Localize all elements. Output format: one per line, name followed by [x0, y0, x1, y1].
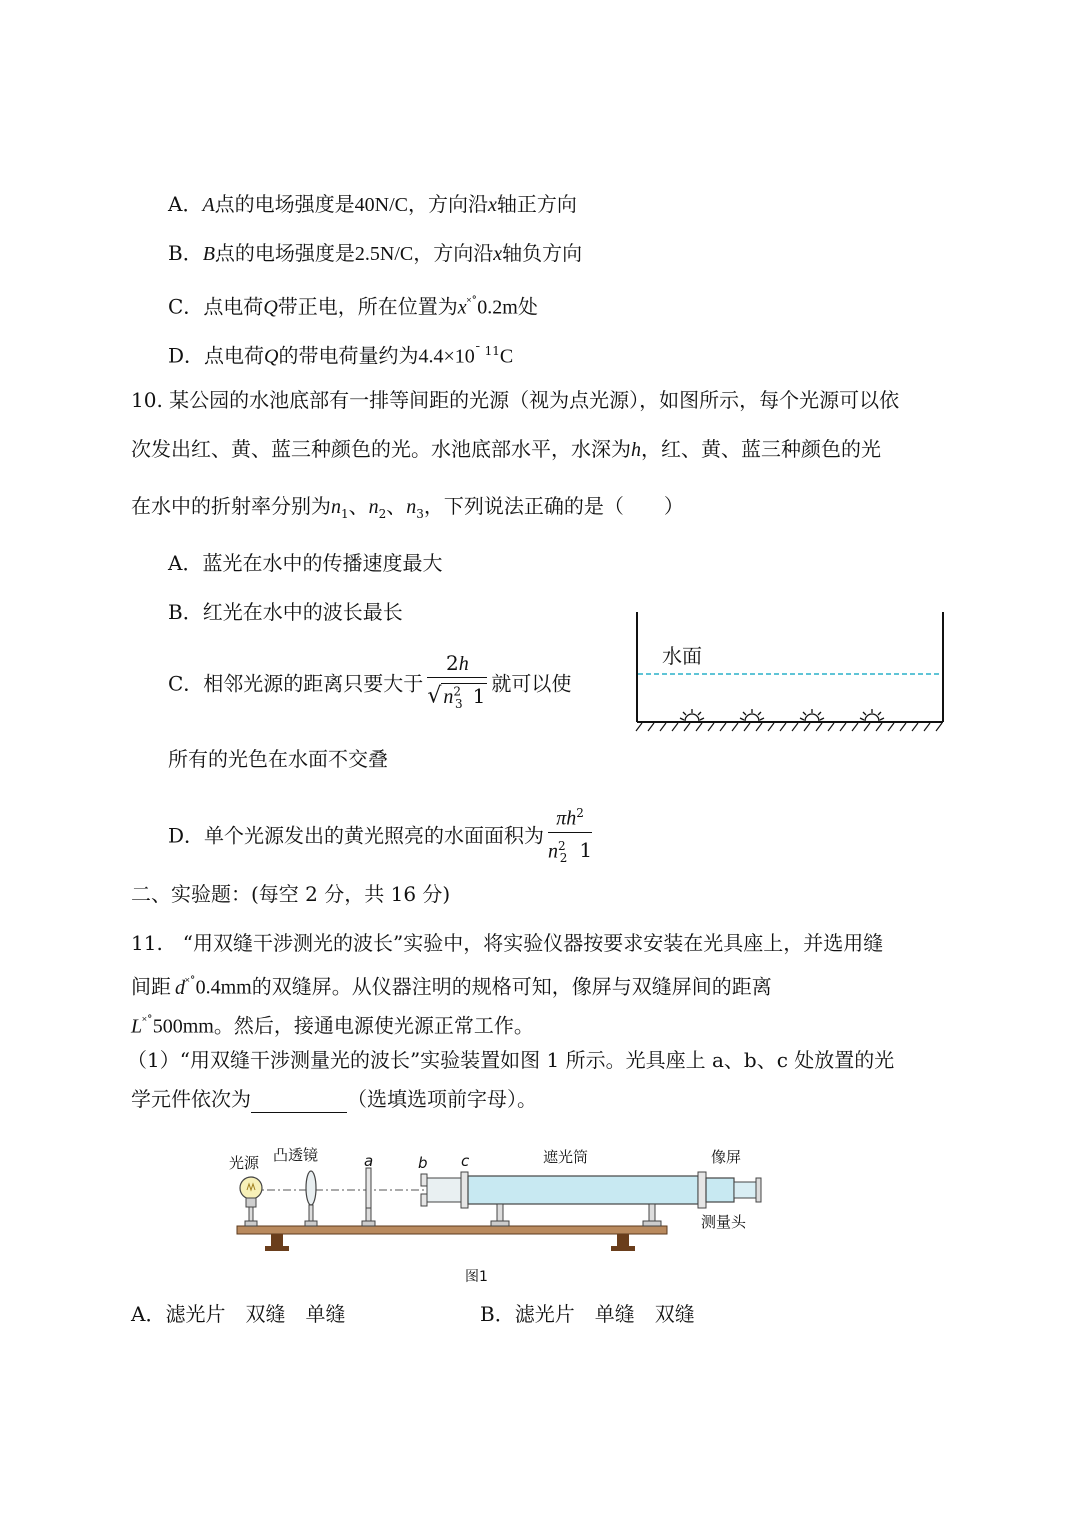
q10-stem-line3: 在水中的折射率分别为$n_1$、$n_2$、$n_3$，下列说法正确的是（ ）: [131, 494, 684, 521]
answer-blank[interactable]: [251, 1092, 347, 1113]
convex-lens-icon: [305, 1171, 317, 1226]
q10-stem-line2: 次发出红、黄、蓝三种颜色的光。水池底部水平，水深为h，红、黄、蓝三种颜色的光: [131, 437, 881, 461]
experiment-figure: [225, 1138, 785, 1288]
q9-option-b: B．B点的电场强度是2.5N/C，方向沿x轴负方向: [168, 241, 583, 265]
label-a: a: [364, 1152, 374, 1170]
measuring-head: [706, 1178, 734, 1202]
q11-sub1-line2: 学元件依次为 （选填选项前字母）。: [131, 1087, 537, 1111]
q10-option-a: A．蓝光在水中的传播速度最大: [168, 551, 443, 575]
label-b: b: [418, 1154, 428, 1172]
q9-option-c: C．点电荷Q带正电，所在位置为x˟˚0.2m处: [168, 294, 538, 319]
label-c: c: [461, 1152, 470, 1170]
label-measuring-head: 测量头: [701, 1213, 747, 1231]
q11-option-a: A．滤光片 双缝 单缝: [131, 1302, 346, 1326]
q10-option-b: B．红光在水中的波长最长: [168, 600, 403, 624]
q11-line1: 11. “用双缝干涉测光的波长”实验中，将实验仪器按要求安装在光具座上，并选用缝: [131, 931, 884, 955]
q10-option-c-line2: 所有的光色在水面不交叠: [168, 747, 388, 771]
optical-bench: [237, 1226, 667, 1234]
q10-option-d: D．单个光源发出的黄光照亮的水面面积为 $\frac{\pi h^2}{n^2_2 1}$: [168, 800, 596, 871]
q10-option-d-fraction: $\frac{\pi h^2}{n^2_2 1}$: [548, 800, 592, 871]
light-source-icon: [800, 709, 824, 721]
light-shield-tube: [468, 1176, 698, 1204]
light-source-icon: [680, 709, 704, 721]
water-surface-label: 水面: [662, 644, 702, 668]
label-lens: 凸透镜: [273, 1146, 319, 1164]
element-c: [461, 1172, 468, 1208]
label-light-source: 光源: [229, 1154, 260, 1172]
figure-caption: 图1: [465, 1269, 488, 1285]
q11-sub1-line1: （1）“用双缝干涉测量光的波长”实验装置如图 1 所示。光具座上 a、b、c 处放置的光: [127, 1048, 895, 1072]
q9-option-a: A．A点的电场强度是40N/C，方向沿x轴正方向: [168, 192, 577, 216]
q10-option-c-fraction: $\frac{2h}{√ n^2_3 1}$: [427, 651, 486, 711]
image-screen: [698, 1172, 706, 1208]
q10-stem-line1: 10. 某公园的水池底部有一排等间距的光源（视为点光源），如图所示，每个光源可以依: [131, 388, 900, 412]
element-a: [362, 1168, 375, 1226]
q11-line3: L˟˚500mm。然后，接通电源使光源正常工作。: [131, 1013, 534, 1038]
section-title: 二、实验题：(每空 2 分，共 16 分): [131, 882, 451, 906]
q10-option-c: C．相邻光源的距离只要大于 $\frac{2h}{√ n^2_3 1}$ 就可以使: [168, 650, 571, 717]
q11-line2: 间距 d˟˚0.4mm的双缝屏。从仪器注明的规格可知，像屏与双缝屏间的距离: [131, 974, 772, 999]
label-screen: 像屏: [711, 1148, 742, 1166]
element-b: [421, 1174, 465, 1206]
pool-figure: [630, 608, 950, 738]
q9-option-d: D．点电荷Q的带电荷量约为$4.4\times 10^{ˉ 11}C$: [168, 343, 514, 368]
label-tube: 遮光筒: [543, 1148, 589, 1166]
pool-bottom-hatch: [636, 723, 942, 731]
q11-option-b: B．滤光片 单缝 双缝: [480, 1302, 695, 1326]
light-source-icon: [740, 709, 764, 721]
light-bulb-icon: [240, 1177, 262, 1226]
light-source-icon: [860, 709, 884, 721]
